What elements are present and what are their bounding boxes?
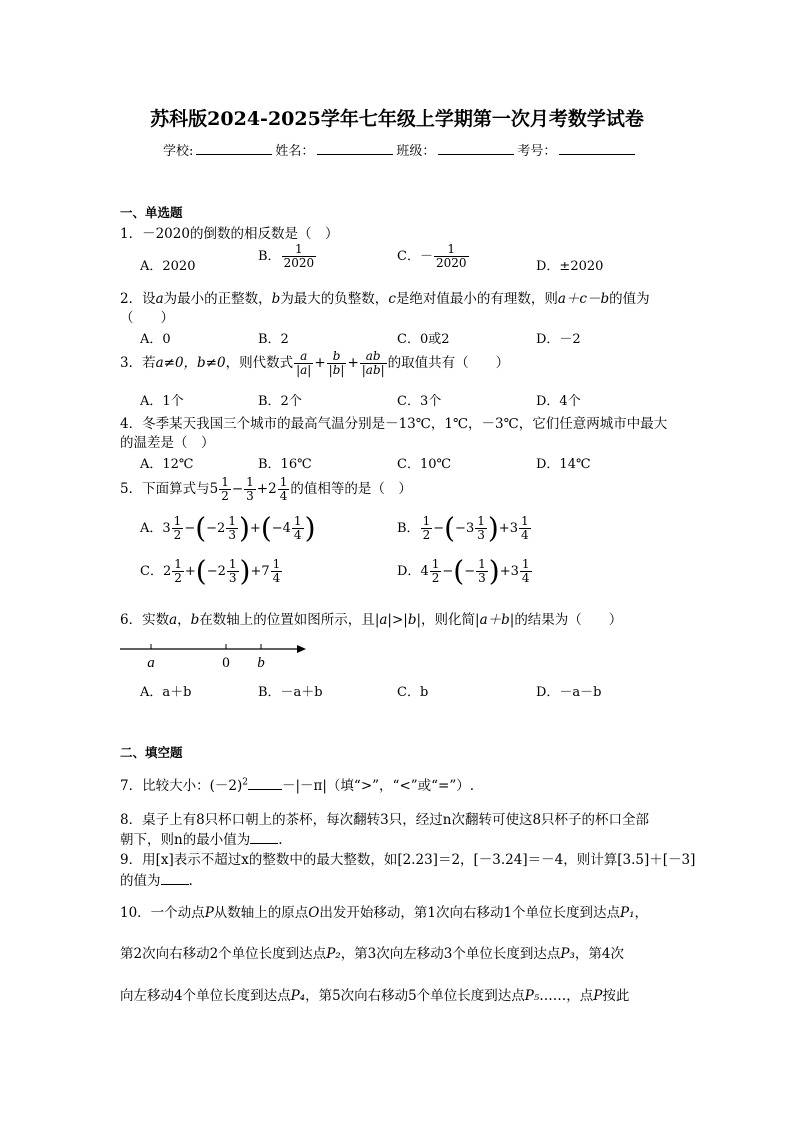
section-single-choice: 一、单选题 [120, 205, 183, 220]
class-label: 班级： [396, 144, 436, 159]
q10-line1: 10．一个动点P从数轴上的原点O出发开始移动，第1次向右移动1个单位长度到达点P₁， [120, 905, 649, 921]
q5-option-c[interactable]: C．2 $\frac{1}{2}$ +(−2 $\frac{1}{3}$ )+7 $\frac{1}{4}$ [140, 554, 281, 588]
q4-option-a[interactable]: A．12℃ [140, 457, 194, 472]
q8-stem-cont: 朝下，则n的最小值为 . [120, 832, 283, 848]
q4-stem-cont: 的温差是（ ） [120, 435, 215, 451]
q10-line2: 第2次向右移动2个单位长度到达点P₂，第3次向左移动3个单位长度到达点P₃，第4次 [120, 946, 624, 962]
q5-stem: 5．下面算式与5 $\frac{1}{2}$ − $\frac{1}{3}$ +2 $\frac{1}{4}$ 的值相等的是（ ） [120, 475, 412, 503]
exam-no-blank[interactable] [559, 142, 635, 155]
q6-option-a[interactable]: A．a＋b [140, 685, 192, 700]
q9-stem-cont: 的值为 . [120, 873, 193, 889]
q3-stem: 3．若a≠0，b≠0，则代数式 $\frac{a}{|a|}$ + $\frac{b}{|b|}$ + $\frac{ab}{|ab|}$ 的取值共有（ ） [120, 349, 510, 377]
q4-stem: 4．冬季某天我国三个城市的最高气温分别是－13℃，1℃，－3℃，它们任意两城市中最大 [120, 416, 668, 432]
number-line-figure [118, 638, 313, 672]
q6-option-c[interactable]: C．b [397, 685, 429, 700]
school-blank[interactable] [196, 142, 272, 155]
q3-option-c[interactable]: C．3个 [397, 394, 442, 409]
arrow-right-icon [297, 645, 306, 653]
q4-option-b[interactable]: B．16℃ [258, 457, 312, 472]
q3-option-a[interactable]: A．1个 [140, 394, 184, 409]
q5-option-d[interactable]: D．4 $\frac{1}{2}$ −(− $\frac{1}{3}$ )+3 $\frac{1}{4}$ [397, 554, 530, 588]
q4-option-d[interactable]: D．14℃ [536, 457, 591, 472]
q6-option-d[interactable]: D．－a－b [536, 685, 602, 700]
q7-stem: 7．比较大小：$(-2)^2 -|-\pi|$（填“>”，“<”或“=”）. [120, 777, 475, 794]
q2-stem: 2．设a为最小的正整数，b为最大的负整数，c是绝对值最小的有理数，则a＋c－b的值为 [120, 291, 650, 307]
page-title: 苏科版2024-2025学年七年级上学期第一次月考数学试卷 [150, 108, 644, 130]
label-b: b [257, 655, 265, 671]
q4-option-c[interactable]: C．10℃ [397, 457, 452, 472]
q2-stem-cont: （ ） [120, 310, 174, 326]
name-label: 姓名： [275, 144, 315, 159]
q9-answer-blank[interactable] [161, 872, 189, 885]
q1-option-c[interactable]: C．－ $\frac{1}{2020}$ [397, 242, 467, 270]
label-a: a [147, 655, 155, 671]
exam-no-label: 考号： [517, 144, 557, 159]
label-0: 0 [222, 655, 230, 671]
student-info-line [163, 140, 638, 159]
q1-option-d[interactable]: D．±2020 [536, 259, 604, 274]
q1-stem: 1．－2020的倒数的相反数是（ ） [120, 226, 339, 242]
q8-answer-blank[interactable] [250, 831, 278, 844]
section-fill-blank: 二、填空题 [120, 745, 183, 760]
q10-line3: 向左移动4个单位长度到达点P₄，第5次向右移动5个单位长度到达点P₅……，点P按此 [120, 988, 630, 1004]
q5-option-a[interactable]: A．3 $\frac{1}{2}$ −(−2 $\frac{1}{3}$ )+(−4 $\frac{1}{4}$ ) [140, 511, 316, 545]
q8-stem: 8．桌子上有8只杯口朝上的茶杯，每次翻转3只，经过n次翻转可使这8只杯子的杯口全部 [120, 812, 650, 828]
q1-option-b[interactable]: B． $\frac{1}{2020}$ [258, 242, 315, 270]
name-blank[interactable] [317, 142, 393, 155]
q3-option-d[interactable]: D．4个 [536, 394, 581, 409]
q6-stem: 6．实数a，b在数轴上的位置如图所示，且|a|>|b|，则化简|a＋b|的结果为（ ） [120, 612, 623, 628]
q7-answer-blank[interactable] [248, 777, 282, 790]
q3-option-b[interactable]: B．2个 [258, 394, 302, 409]
school-label: 学校: [163, 144, 194, 159]
q2-option-c[interactable]: C．0或2 [397, 332, 450, 347]
q2-option-d[interactable]: D．－2 [536, 332, 581, 347]
q9-stem: 9．用[x]表示不超过x的整数中的最大整数，如[2.23]＝2，[－3.24]＝－4，则计算[3.5]＋[－3] [120, 852, 696, 868]
class-blank[interactable] [438, 142, 514, 155]
q2-option-a[interactable]: A．0 [140, 332, 171, 347]
q5-option-b[interactable]: B． $\frac{1}{2}$ −(−3 $\frac{1}{3}$ )+3 $\frac{1}{4}$ [397, 511, 529, 545]
q1-option-a[interactable]: A．2020 [140, 259, 196, 274]
q2-option-b[interactable]: B．2 [258, 332, 289, 347]
q6-option-b[interactable]: B．－a＋b [258, 685, 323, 700]
